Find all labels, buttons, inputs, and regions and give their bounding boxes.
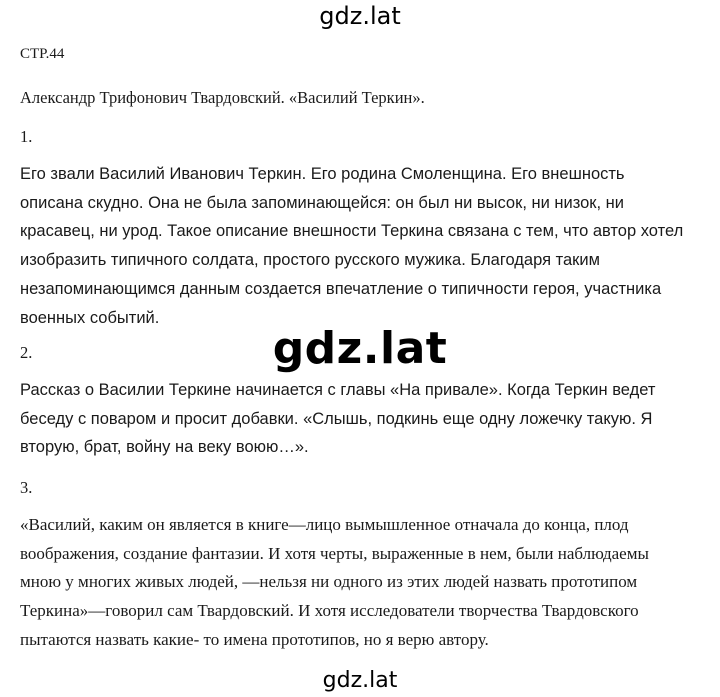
text-line: Его звали Василий Иванович Теркин. Его родина Смоленщина. Его внешность [20, 165, 625, 183]
text-line: Теркина»—говорил сам Твардовский. И хотя исследователи творчества Твардовского [20, 601, 639, 621]
page-label: СТР.44 [20, 46, 65, 62]
text-line: описана скудно. Она не была запоминающейся: он был ни высок, ни низок, ни [20, 193, 625, 212]
text-line: воображения, создание фантазии. И хотя черты, выраженные в нем, были наблюдаемы [20, 543, 649, 563]
section-1-text [20, 160, 710, 332]
text-line: незапоминающимся данным создается впечатление о типичности героя, участника [20, 279, 662, 298]
text-line: мною у многих живых людей, —нельзя ни одного из этих людей назвать прототипом [20, 572, 638, 592]
text-line: «Василий, каким он является в книге—лицо вымышленное отначала до конца, плод [20, 515, 629, 534]
page-heading: Александр Трифонович Твардовский. «Василий Теркин». [20, 88, 425, 107]
section-number-2: 2. [20, 343, 33, 362]
section-number-3: 3. [20, 478, 33, 497]
text-line: пытаются назвать какие- то имена прототипов, но я верю автору. [20, 629, 489, 649]
text-line: военных событий. [20, 308, 160, 327]
text-line: красавец, ни урод. Такое описание внешности Теркина связана с тем, что автор хотел [20, 222, 684, 241]
watermark-top: gdz.lat [319, 2, 401, 30]
text-line: изобразить типичного солдата, простого русского мужика. Благодаря таким [20, 251, 600, 270]
text-line: вторую, брат, войну на веку воюю…». [20, 438, 309, 457]
section-3-text [20, 511, 710, 655]
section-number-1: 1. [20, 127, 33, 146]
text-line: Рассказ о Василии Теркине начинается с главы «На привале». Когда Теркин ведет [20, 381, 656, 399]
watermark-bottom: gdz.lat [322, 668, 398, 693]
text-line: беседу с поваром и просит добавки. «Слышь, подкинь еще одну ложечку такую. Я [20, 409, 653, 428]
section-2-text [20, 376, 710, 462]
watermark-middle: gdz.lat [272, 323, 448, 374]
